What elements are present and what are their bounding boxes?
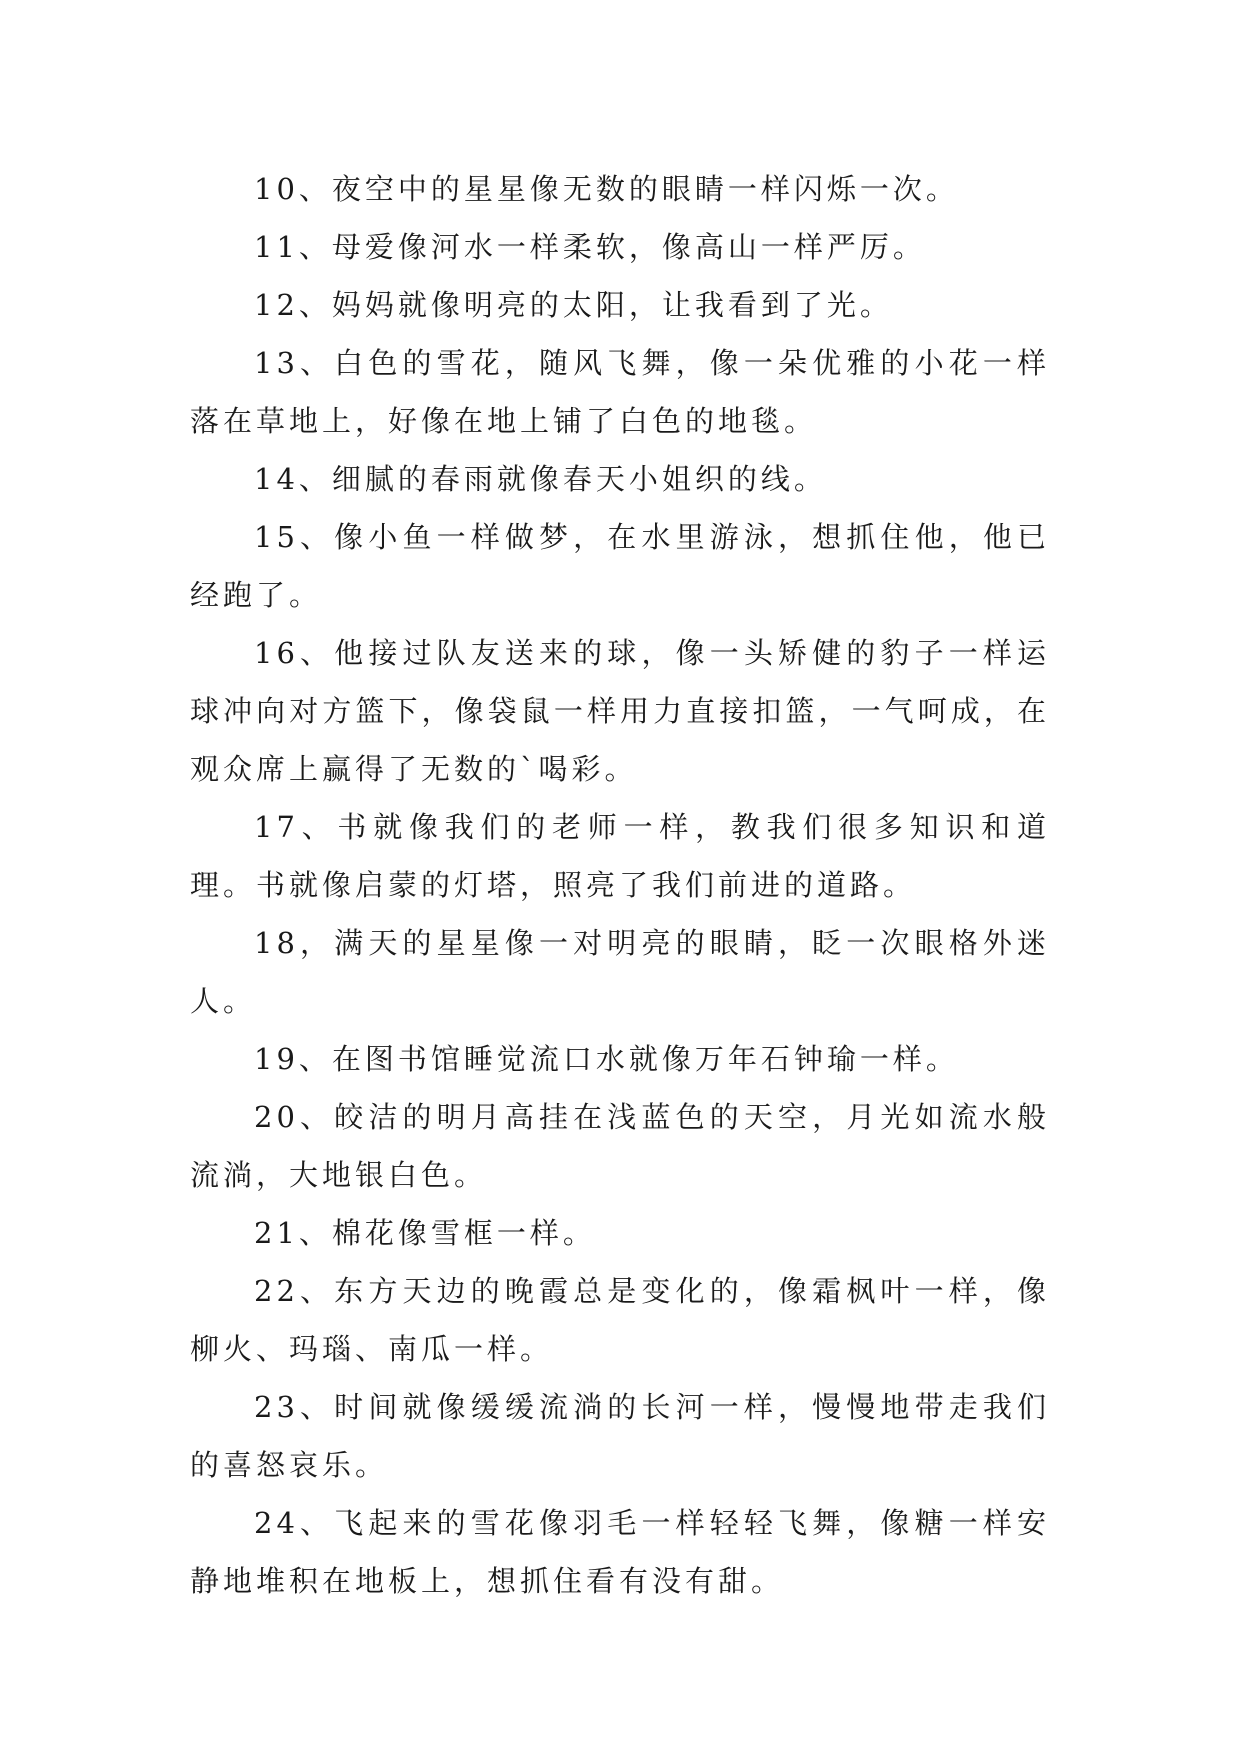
paragraph-24: 24、飞起来的雪花像羽毛一样轻轻飞舞，像糖一样安静地堆积在地板上，想抓住看有没有甜。 <box>190 1506 1050 1598</box>
paragraph-16: 16、他接过队友送来的球，像一头矫健的豹子一样运球冲向对方篮下，像袋鼠一样用力直接扣篮，一气呵成，在观众席上赢得了无数的`喝彩。 <box>190 636 1050 786</box>
paragraph-20: 20、皎洁的明月高挂在浅蓝色的天空，月光如流水般流淌，大地银白色。 <box>190 1100 1050 1192</box>
paragraph-13: 13、白色的雪花，随风飞舞，像一朵优雅的小花一样落在草地上，好像在地上铺了白色的地毯。 <box>190 346 1050 438</box>
paragraph-18: 18，满天的星星像一对明亮的眼睛，眨一次眼格外迷人。 <box>190 926 1050 1018</box>
paragraph-22: 22、东方天边的晚霞总是变化的，像霜枫叶一样，像柳火、玛瑙、南瓜一样。 <box>190 1274 1050 1366</box>
document-body <box>190 160 1050 1610</box>
paragraph-14: 14、细腻的春雨就像春天小姐织的线。 <box>254 462 827 496</box>
paragraph-10: 10、夜空中的星星像无数的眼睛一样闪烁一次。 <box>254 172 959 206</box>
paragraph-15: 15、像小鱼一样做梦，在水里游泳，想抓住他，他已经跑了。 <box>190 520 1050 612</box>
paragraph-17: 17、书就像我们的老师一样，教我们很多知识和道理。书就像启蒙的灯塔，照亮了我们前进的道路。 <box>190 810 1050 902</box>
paragraph-23: 23、时间就像缓缓流淌的长河一样，慢慢地带走我们的喜怒哀乐。 <box>190 1390 1050 1482</box>
paragraph-19: 19、在图书馆睡觉流口水就像万年石钟瑜一样。 <box>254 1042 959 1076</box>
paragraph-21: 21、棉花像雪框一样。 <box>254 1216 596 1250</box>
paragraph-11: 11、母爱像河水一样柔软，像高山一样严厉。 <box>254 230 926 264</box>
paragraph-12: 12、妈妈就像明亮的太阳，让我看到了光。 <box>254 288 893 322</box>
